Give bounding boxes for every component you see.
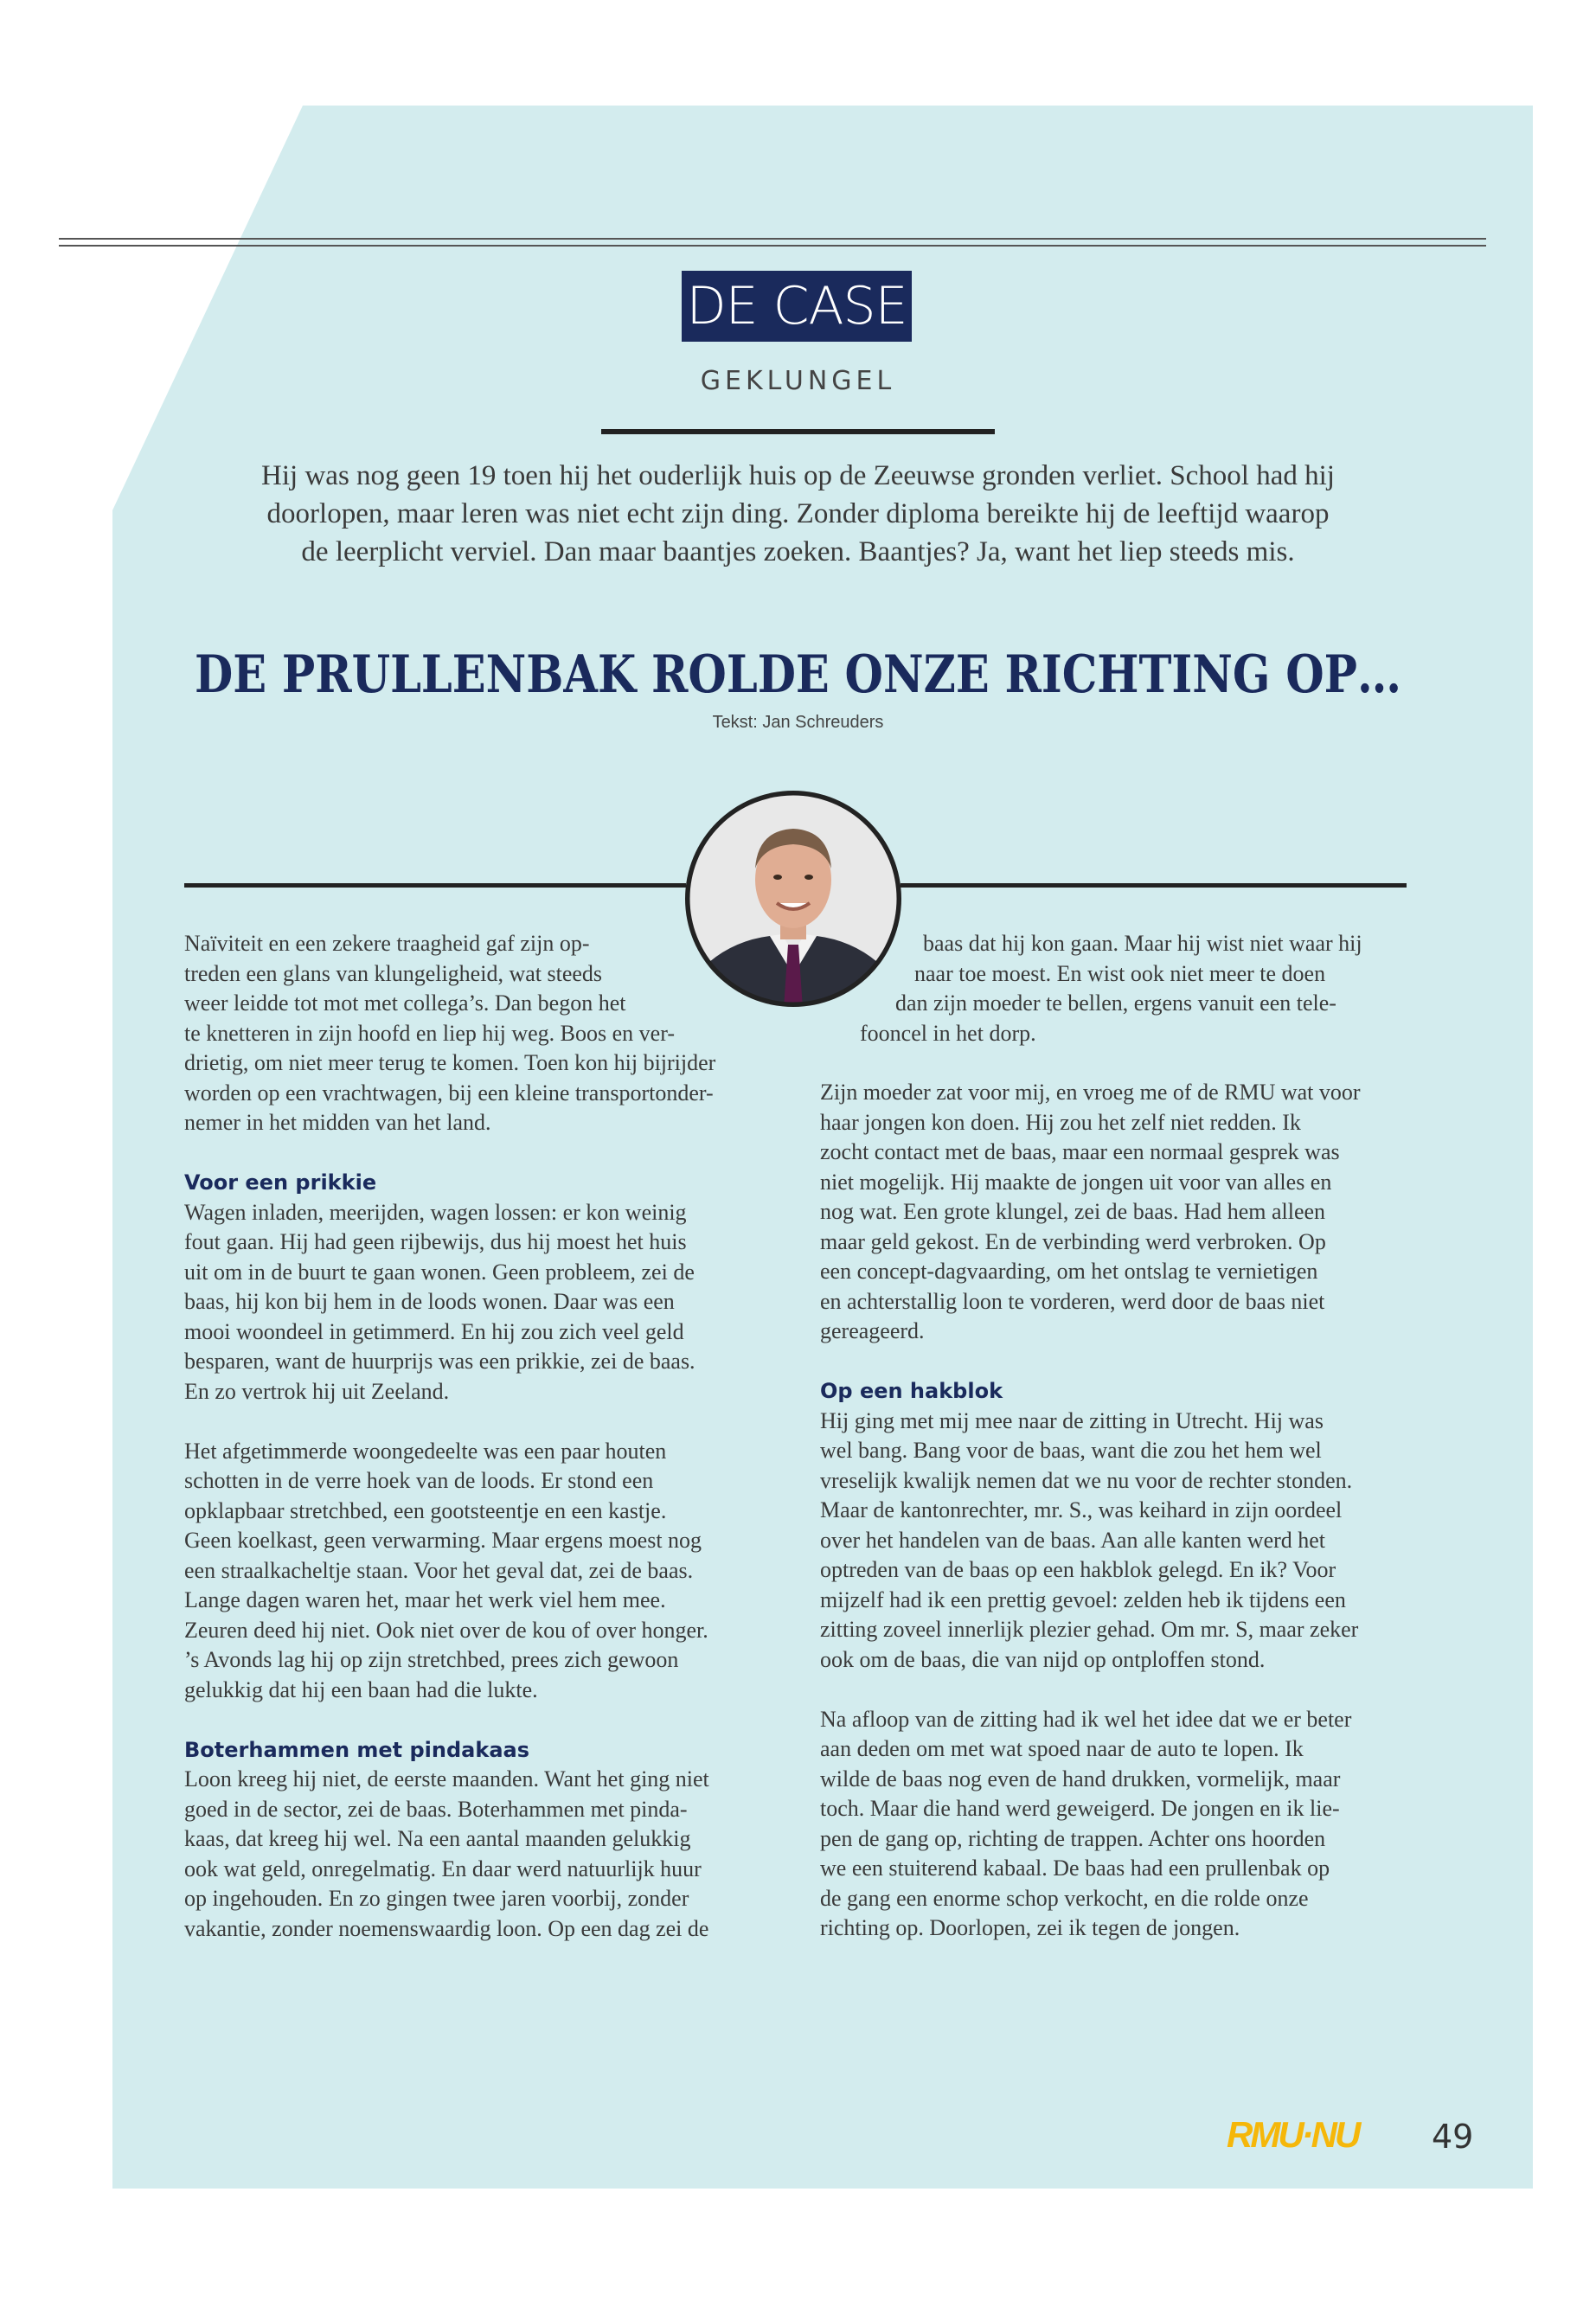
text-line: nog wat. Een grote klungel, zei de baas. Had hem alleen <box>820 1199 1326 1224</box>
text-line: Naïviteit en een zekere traagheid gaf zijn op- <box>184 931 590 956</box>
text-line: worden op een vrachtwagen, bij een kleine transportonder- <box>184 1080 714 1106</box>
top-rule-upper <box>59 238 1486 240</box>
text-line: Lange dagen waren het, maar het werk viel hem mee. <box>184 1587 666 1612</box>
page-number: 49 <box>1432 2118 1474 2156</box>
text-line: toch. Maar die hand werd geweigerd. De jongen en ik lie- <box>820 1796 1340 1821</box>
text-line: wel bang. Bang voor de baas, want die zou het hem wel <box>820 1438 1322 1463</box>
text-line: Maar de kantonrechter, mr. S., was keihard in zijn oordeel <box>820 1497 1343 1522</box>
text-line: gelukkig dat hij een baan had die lukte. <box>184 1676 538 1702</box>
paragraph <box>184 929 790 1138</box>
subtitle-rule <box>601 429 995 434</box>
section-heading: Op een hakblok <box>820 1379 1003 1403</box>
text-line: weer leidde tot mot met collega’s. Dan begon het <box>184 990 626 1016</box>
paragraph <box>820 1407 1426 1676</box>
text-line: Geen koelkast, geen verwarming. Maar ergens moest nog <box>184 1528 702 1553</box>
text-line: de gang een enorme schop verkocht, en die rolde onze <box>820 1885 1309 1911</box>
text-line: te knetteren in zijn hoofd en liep hij weg. Boos en ver- <box>184 1020 675 1046</box>
text-line: drietig, om niet meer terug te komen. Toen kon hij bijrijder <box>184 1050 716 1075</box>
text-line: Na afloop van de zitting had ik wel het idee dat we er beter <box>820 1706 1352 1732</box>
text-line: baas, hij kon bij hem in de loods wonen. Daar was een <box>184 1289 675 1314</box>
text-line: kaas, dat kreeg hij wel. Na een aantal maanden gelukkig <box>184 1826 691 1851</box>
section-heading: Boterhammen met pindakaas <box>184 1737 529 1762</box>
text-line: over het handelen van de baas. Aan alle kanten werd het <box>820 1527 1326 1553</box>
text-line: optreden van de baas op een hakblok gelegd. En ik? Voor <box>820 1557 1336 1582</box>
text-line: richting op. Doorlopen, zei ik tegen de jongen. <box>820 1915 1240 1940</box>
text-line: Zijn moeder zat voor mij, en vroeg me of de RMU wat voor <box>820 1080 1361 1105</box>
text-line: Zeuren deed hij niet. Ook niet over de kou of over honger. <box>184 1617 708 1643</box>
text-line: nemer in het midden van het land. <box>184 1110 491 1135</box>
text-line: Loon kreeg hij niet, de eerste maanden. Want het ging niet <box>184 1766 709 1791</box>
right-column <box>820 1078 1426 1944</box>
divider-left <box>184 883 686 888</box>
text-line: en achterstallig loon te vorderen, werd door de baas niet <box>820 1288 1325 1314</box>
text-line: baas dat hij kon gaan. Maar hij wist niet waar hij <box>923 931 1362 956</box>
text-line: we een stuiterend kabaal. De baas had een prullenbak op <box>820 1856 1330 1881</box>
text-line: wilde de baas nog even de hand drukken, vormelijk, maar <box>820 1766 1341 1791</box>
text-line: ’s Avonds lag hij op zijn stretchbed, prees zich gewoon <box>184 1647 679 1672</box>
text-line: pen de gang op, richting de trappen. Achter ons hoorden <box>820 1825 1326 1851</box>
text-line: een straalkacheltje staan. Voor het geval dat, zei de baas. <box>184 1557 694 1583</box>
text-line: mooi woondeel in getimmerd. En hij zou zich veel geld <box>184 1318 684 1344</box>
text-line: treden een glans van klungeligheid, wat steeds <box>184 960 603 986</box>
left-column <box>184 929 790 1944</box>
paragraph <box>184 1765 790 1944</box>
text-line: mijzelf had ik een prettig gevoel: zelden heb ik tijdens een <box>820 1586 1346 1612</box>
text-line: vreselijk kwalijk nemen dat we nu voor de rechter stonden. <box>820 1467 1353 1493</box>
text-line: fout gaan. Hij had geen rijbewijs, dus hij moest het huis <box>184 1229 687 1254</box>
text-line: haar jongen kon doen. Hij zou het zelf niet redden. Ik <box>820 1109 1301 1135</box>
text-line: niet mogelijk. Hij maakte de jongen uit voor van alles en <box>820 1169 1332 1195</box>
text-line: opklapbaar stretchbed, een gootsteentje en een kastje. <box>184 1497 667 1523</box>
divider-right <box>901 883 1407 888</box>
text-line: een concept-dagvaarding, om het ontslag te vernietigen <box>820 1259 1318 1284</box>
text-line: zitting zoveel innerlijk plezier gehad. Om mr. S, maar zeker <box>820 1617 1359 1642</box>
text-line: dan zijn moeder te bellen, ergens vanuit een tele- <box>895 990 1336 1016</box>
text-line: zocht contact met de baas, maar een normaal gesprek was <box>820 1139 1340 1164</box>
text-line: naar toe moest. En wist ook niet meer te doen <box>914 960 1326 986</box>
rmu-nu-logo: RMU·NU <box>1227 2114 1359 2155</box>
case-subtitle: GEKLUNGEL <box>700 366 896 396</box>
intro-paragraph <box>199 457 1397 571</box>
top-rule-lower <box>59 245 1486 247</box>
text-line: maar geld gekost. En de verbinding werd verbroken. Op <box>820 1228 1326 1254</box>
case-badge: DE CASE <box>682 271 912 342</box>
paragraph <box>184 1437 790 1706</box>
paragraph <box>856 929 1419 1048</box>
intro-line: de leerplicht verviel. Dan maar baantjes zoeken. Baantjes? Ja, want het liep steeds mis. <box>301 536 1295 567</box>
paragraph <box>820 1705 1426 1944</box>
text-line: besparen, want de huurprijs was een prikkie, zei de baas. <box>184 1349 695 1374</box>
right-column-top <box>856 929 1419 1048</box>
byline: Tekst: Jan Schreuders <box>712 713 884 732</box>
text-line: goed in de sector, zei de baas. Boterhammen met pinda- <box>184 1796 688 1822</box>
text-line: schotten in de verre hoek van de loods. Er stond een <box>184 1468 654 1493</box>
intro-line: Hij was nog geen 19 toen hij het ouderlijk huis op de Zeeuwse gronden verliet. School had hij <box>261 460 1335 491</box>
text-line: fooncel in het dorp. <box>860 1020 1036 1046</box>
text-line: vakantie, zonder noemenswaardig loon. Op een dag zei de <box>184 1915 709 1941</box>
paragraph <box>820 1078 1426 1347</box>
text-line: ook wat geld, onregelmatig. En daar werd natuurlijk huur <box>184 1856 702 1881</box>
text-line: ook om de baas, die van nijd op ontploffen stond. <box>820 1646 1266 1672</box>
text-line: Het afgetimmerde woongedeelte was een paar houten <box>184 1438 667 1464</box>
text-line: En zo vertrok hij uit Zeeland. <box>184 1378 450 1404</box>
section-heading: Voor een prikkie <box>184 1170 377 1195</box>
paragraph <box>184 1198 790 1407</box>
text-line: Hij ging met mij mee naar de zitting in Utrecht. Hij was <box>820 1407 1324 1433</box>
article-headline: DE PRULLENBAK ROLDE ONZE RICHTING OP… <box>195 644 1401 705</box>
text-line: Wagen inladen, meerijden, wagen lossen: er kon weinig <box>184 1199 687 1225</box>
intro-line: doorlopen, maar leren was niet echt zijn ding. Zonder diploma bereikte hij de leeftijd waarop <box>266 498 1330 529</box>
text-line: gereageerd. <box>820 1318 925 1343</box>
text-line: aan deden om met wat spoed naar de auto te lopen. Ik <box>820 1736 1304 1761</box>
text-line: op ingehouden. En zo gingen twee jaren voorbij, zonder <box>184 1886 689 1911</box>
text-line: uit om in de buurt te gaan wonen. Geen probleem, zei de <box>184 1259 695 1285</box>
